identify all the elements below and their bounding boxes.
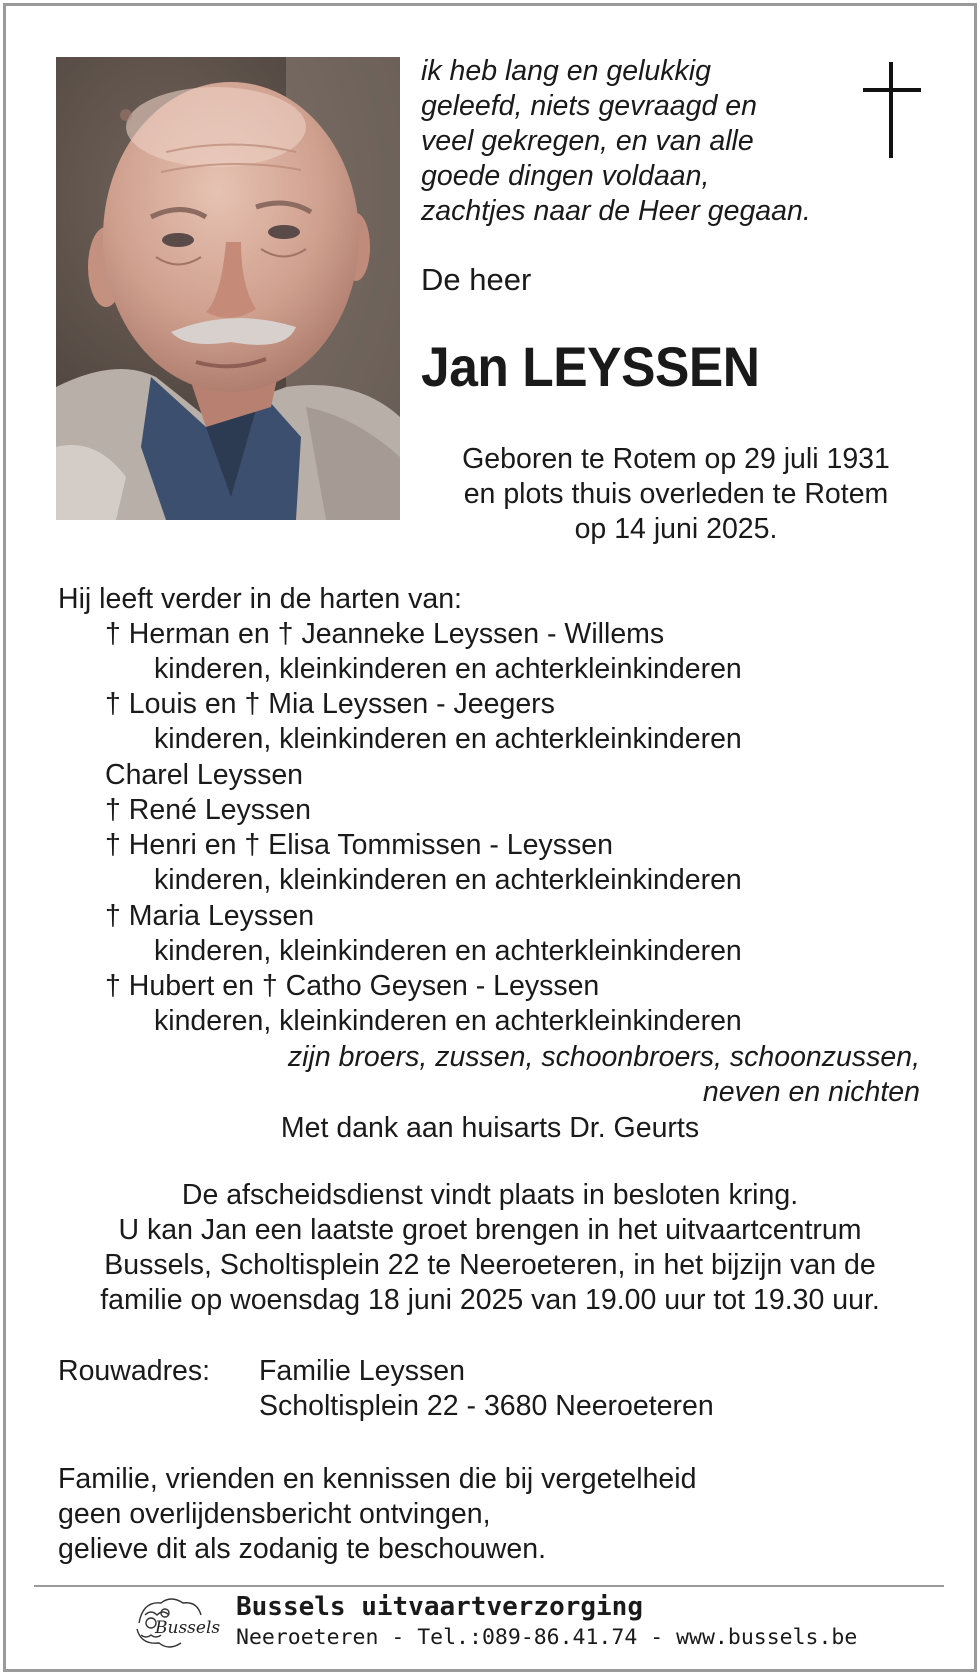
family-intro: Hij leeft verder in de harten van:: [58, 583, 462, 615]
cross-icon: [863, 62, 921, 158]
poem-line: ik heb lang en gelukkig: [421, 55, 711, 87]
family-descendants: kinderen, kleinkinderen en achterkleinkinderen: [154, 653, 742, 685]
poem-line: geleefd, niets gevraagd en: [421, 90, 757, 122]
logo-text: Bussels: [155, 1618, 221, 1638]
family-descendants: kinderen, kleinkinderen en achterkleinkinderen: [154, 1005, 742, 1037]
poem-line: veel gekregen, en van alle: [421, 125, 754, 157]
footer-divider: [34, 1585, 944, 1587]
mourning-address-line: Familie Leyssen: [259, 1355, 465, 1387]
relatives-line: neven en nichten: [702, 1076, 920, 1108]
family-descendants: kinderen, kleinkinderen en achterkleinkinderen: [154, 935, 742, 967]
poem-line: zachtjes naar de Heer gegaan.: [421, 195, 811, 227]
poem: [421, 54, 811, 229]
family-entry: † Maria Leyssen: [105, 900, 315, 932]
birth-death-details: [421, 442, 931, 547]
family-entry: † Henri en † Elisa Tommissen - Leyssen: [105, 829, 613, 861]
family-entry: Charel Leyssen: [105, 759, 304, 791]
service-line: familie op woensdag 18 juni 2025 van 19.00 uur tot 19.30 uur.: [100, 1284, 880, 1316]
mourning-address-label: Rouwadres:: [58, 1355, 211, 1387]
relatives-line: zijn broers, zussen, schoonbroers, schoonzussen,: [287, 1041, 920, 1073]
service-details: [40, 1178, 940, 1318]
service-line: De afscheidsdienst vindt plaats in besloten kring.: [181, 1179, 799, 1211]
funeral-home-contact: Neeroeteren - Tel.:089-86.41.74 - www.bussels.be: [236, 1625, 858, 1650]
notice-line: Familie, vrienden en kennissen die bij vergetelheid: [58, 1463, 697, 1495]
deceased-name: Jan LEYSSEN: [421, 335, 760, 398]
notice: [58, 1462, 696, 1567]
family-descendants: kinderen, kleinkinderen en achterkleinkinderen: [154, 864, 742, 896]
service-line: U kan Jan een laatste groet brengen in het uitvaartcentrum: [118, 1214, 862, 1246]
notice-line: geen overlijdensbericht ontvingen,: [58, 1498, 491, 1530]
portrait-photo: [56, 57, 400, 520]
thanks-line: Met dank aan huisarts Dr. Geurts: [280, 1112, 700, 1144]
family-entry: † Hubert en † Catho Geysen - Leyssen: [105, 970, 600, 1002]
honorific: De heer: [421, 262, 532, 297]
bio-line: en plots thuis overleden te Rotem: [463, 478, 889, 510]
poem-line: goede dingen voldaan,: [421, 160, 710, 192]
family-entry: † Herman en † Jeanneke Leyssen - Willems: [105, 618, 665, 650]
bio-line: Geboren te Rotem op 29 juli 1931: [462, 443, 890, 475]
bio-line: op 14 juni 2025.: [574, 513, 778, 545]
family-entry: † René Leyssen: [105, 794, 311, 826]
family-entry: † Louis en † Mia Leyssen - Jeegers: [105, 688, 555, 720]
funeral-home-name: Bussels uitvaartverzorging: [236, 1592, 643, 1622]
notice-line: gelieve dit als zodanig te beschouwen.: [58, 1533, 546, 1565]
service-line: Bussels, Scholtisplein 22 te Neeroeteren, in het bijzijn van de: [104, 1249, 876, 1281]
mourning-address-line: Scholtisplein 22 - 3680 Neeroeteren: [259, 1390, 714, 1422]
family-descendants: kinderen, kleinkinderen en achterkleinkinderen: [154, 723, 742, 755]
